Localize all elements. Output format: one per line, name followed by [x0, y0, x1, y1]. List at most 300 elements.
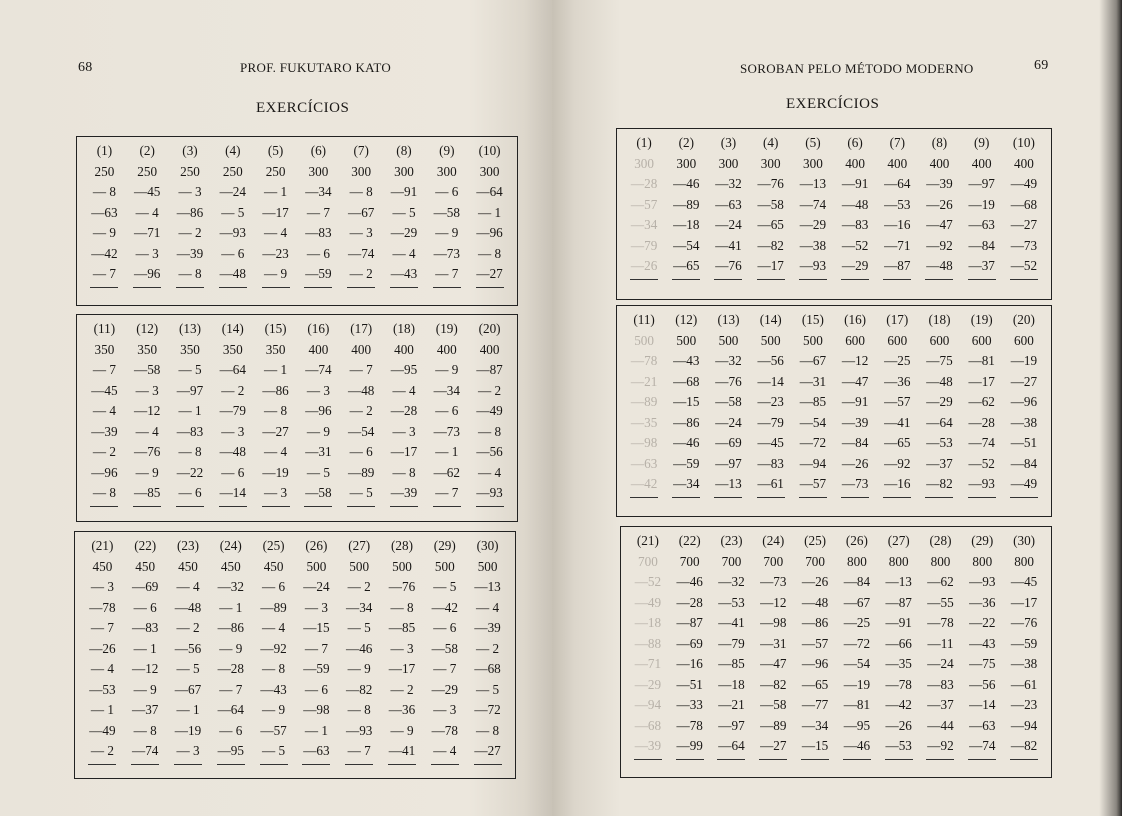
exercise-column — [792, 310, 834, 498]
exercise-column — [794, 531, 836, 760]
subtraction-term: —74 — [132, 743, 159, 758]
exercise-column — [423, 536, 466, 765]
subtraction-term: —91 — [841, 394, 869, 409]
starting-value: 400 — [971, 155, 992, 171]
subtraction-term: —13 — [474, 579, 501, 594]
subtraction-term: —67 — [348, 204, 375, 220]
subtraction-term: —43 — [390, 266, 418, 281]
subtraction-term: — 1 — [90, 702, 114, 717]
exercise-number: (11) — [93, 321, 116, 336]
subtraction-term: —64 — [884, 176, 911, 191]
subtraction-term: —73 — [760, 574, 787, 589]
answer-line — [885, 759, 913, 760]
subtraction-term: —75 — [926, 353, 953, 368]
subtraction-term: —78 — [431, 722, 458, 738]
subtraction-term: —52 — [841, 237, 869, 253]
exercise-number: (16) — [307, 321, 330, 336]
subtraction-term: —41 — [718, 615, 745, 630]
subtraction-term: —49 — [89, 722, 116, 738]
subtraction-term: — 4 — [176, 579, 200, 594]
subtraction-term: — 3 — [433, 702, 457, 717]
subtraction-term: —39 — [474, 620, 501, 635]
subtraction-term: —18 — [718, 676, 745, 692]
exercise-number: (7) — [889, 135, 905, 150]
answer-line — [801, 759, 829, 760]
subtraction-term: —79 — [630, 237, 658, 253]
subtraction-term: — 4 — [135, 204, 159, 220]
subtraction-term: —13 — [799, 176, 827, 191]
subtraction-term: —54 — [673, 237, 700, 253]
starting-value: 300 — [803, 155, 823, 171]
subtraction-term: —26 — [801, 574, 829, 589]
subtraction-term: — 4 — [90, 661, 114, 676]
subtraction-term: — 2 — [478, 382, 502, 398]
subtraction-term: —53 — [885, 738, 912, 753]
starting-value: 600 — [971, 332, 992, 348]
subtraction-term: —45 — [757, 435, 784, 450]
exercise-number: (21) — [636, 533, 659, 548]
exercise-column — [876, 310, 918, 498]
subtraction-term: —27 — [1010, 217, 1038, 232]
starting-value: 700 — [638, 553, 658, 569]
exercise-column — [920, 531, 962, 760]
subtraction-term: —14 — [219, 485, 246, 500]
subtraction-term: —67 — [799, 353, 827, 368]
exercise-column — [834, 310, 876, 498]
subtraction-term: — 3 — [349, 225, 373, 240]
exercise-column — [878, 531, 920, 760]
subtraction-term: —89 — [673, 196, 700, 212]
subtraction-term: —18 — [673, 217, 700, 232]
exercise-number: (14) — [221, 321, 244, 336]
starting-value: 350 — [137, 341, 158, 357]
subtraction-term: —53 — [89, 681, 116, 697]
answer-line — [925, 279, 953, 280]
subtraction-term: —76 — [388, 579, 416, 594]
subtraction-term: —12 — [134, 403, 161, 418]
subtraction-term: —34 — [433, 382, 460, 398]
exercise-number: (29) — [971, 533, 994, 548]
answer-line — [1010, 759, 1038, 760]
subtraction-term: — 6 — [349, 444, 373, 459]
subtraction-term: — 8 — [92, 485, 116, 500]
subtraction-term: —92 — [260, 640, 287, 656]
subtraction-term: —89 — [760, 717, 787, 733]
subtraction-term: —45 — [134, 184, 161, 199]
subtraction-term: —39 — [176, 245, 204, 261]
subtraction-term: —27 — [1010, 373, 1038, 389]
subtraction-term: —96 — [91, 464, 118, 480]
subtraction-term: —26 — [926, 196, 953, 212]
subtraction-term: —56 — [757, 353, 784, 368]
starting-value: 400 — [351, 341, 372, 357]
exercise-number: (1) — [636, 135, 652, 150]
answer-line — [476, 287, 504, 288]
subtraction-term: —86 — [801, 615, 829, 630]
starting-value: 400 — [887, 155, 908, 171]
subtraction-term: — 9 — [390, 722, 414, 738]
subtraction-term: — 4 — [264, 225, 288, 240]
subtraction-term: —95 — [217, 743, 244, 758]
exercise-block — [74, 531, 516, 779]
subtraction-term: —75 — [969, 656, 996, 671]
exercise-number: (13) — [717, 312, 740, 327]
answer-line — [304, 506, 332, 507]
answer-line — [133, 287, 161, 288]
subtraction-term: —43 — [969, 635, 996, 651]
subtraction-term: —33 — [676, 697, 703, 712]
subtraction-term: —89 — [260, 599, 287, 615]
subtraction-term: — 1 — [264, 362, 288, 377]
subtraction-term: —67 — [174, 681, 202, 697]
subtraction-term: — 7 — [435, 266, 459, 281]
exercise-column — [1003, 133, 1045, 280]
subtraction-term: —65 — [801, 676, 829, 692]
exercise-column — [750, 310, 792, 498]
subtraction-term: — 5 — [349, 485, 373, 500]
page-number: 68 — [78, 60, 93, 75]
subtraction-term: — 9 — [219, 640, 243, 656]
subtraction-term: —86 — [262, 382, 289, 398]
subtraction-term: —57 — [799, 476, 827, 491]
subtraction-term: — 3 — [178, 184, 202, 199]
answer-line — [431, 764, 459, 765]
subtraction-term: —58 — [305, 485, 332, 500]
exercise-number: (5) — [267, 143, 284, 158]
subtraction-term: —37 — [927, 697, 954, 712]
subtraction-term: —19 — [968, 196, 995, 212]
subtraction-term: —47 — [760, 656, 787, 671]
subtraction-term: —48 — [174, 599, 202, 615]
subtraction-term: —58 — [715, 394, 742, 409]
subtraction-term: —12 — [132, 661, 159, 676]
subtraction-term: — 6 — [219, 722, 243, 738]
subtraction-term: — 5 — [476, 681, 500, 697]
starting-value: 600 — [845, 332, 865, 348]
subtraction-term: —69 — [132, 579, 159, 594]
subtraction-term: —83 — [305, 225, 332, 240]
answer-line — [219, 506, 247, 507]
subtraction-term: — 8 — [264, 403, 288, 418]
subtraction-term: — 3 — [390, 640, 414, 656]
subtraction-term: — 2 — [90, 743, 114, 758]
exercise-column — [381, 536, 424, 765]
subtraction-term: —72 — [474, 702, 501, 717]
subtraction-term: —32 — [715, 353, 742, 368]
answer-line — [388, 764, 416, 765]
exercise-column — [466, 536, 509, 765]
subtraction-term: —61 — [757, 476, 784, 491]
subtraction-term: —46 — [346, 640, 373, 656]
subtraction-term: —23 — [757, 394, 784, 409]
subtraction-term: —16 — [884, 476, 911, 491]
subtraction-term: —26 — [630, 258, 658, 273]
subtraction-term: —93 — [969, 574, 996, 589]
subtraction-term: —17 — [968, 373, 995, 389]
subtraction-term: —45 — [91, 382, 118, 398]
subtraction-term: —88 — [634, 635, 662, 651]
subtraction-term: —12 — [841, 353, 869, 368]
subtraction-term: —32 — [718, 574, 745, 589]
exercise-column — [1003, 310, 1045, 498]
subtraction-term: — 3 — [392, 423, 416, 439]
answer-line — [304, 287, 332, 288]
starting-value: 250 — [265, 163, 286, 179]
subtraction-term: —82 — [757, 237, 784, 253]
answer-line — [883, 279, 911, 280]
subtraction-term: — 5 — [178, 362, 202, 377]
subtraction-term: —87 — [476, 362, 503, 377]
subtraction-term: —34 — [346, 599, 373, 615]
subtraction-term: — 1 — [435, 444, 459, 459]
exercise-column — [340, 141, 383, 288]
subtraction-term: —72 — [799, 435, 827, 450]
subtraction-term: —67 — [843, 594, 871, 610]
subtraction-term: — 3 — [90, 579, 114, 594]
subtraction-term: —29 — [390, 225, 418, 240]
subtraction-term: —42 — [91, 245, 118, 261]
subtraction-term: —46 — [843, 738, 871, 753]
subtraction-term: — 4 — [135, 423, 159, 439]
exercise-number: (15) — [264, 321, 287, 336]
subtraction-term: —59 — [673, 455, 700, 471]
answer-line — [219, 287, 247, 288]
subtraction-term: —48 — [926, 373, 953, 389]
exercise-column — [468, 141, 511, 288]
subtraction-term: — 7 — [433, 661, 457, 676]
subtraction-term: —74 — [305, 362, 332, 377]
subtraction-term: —76 — [715, 258, 742, 273]
subtraction-term: —48 — [801, 594, 829, 610]
subtraction-term: —28 — [390, 403, 418, 418]
subtraction-term: —93 — [968, 476, 995, 491]
subtraction-term: —68 — [673, 373, 700, 389]
answer-line — [90, 287, 118, 288]
exercise-number: (15) — [801, 312, 824, 327]
subtraction-term: —59 — [1010, 635, 1038, 651]
starting-value: 600 — [1014, 332, 1034, 348]
exercise-column — [1003, 531, 1045, 760]
starting-value: 500 — [634, 332, 654, 348]
subtraction-term: —54 — [799, 414, 827, 430]
subtraction-term: — 6 — [178, 485, 202, 500]
exercise-number: (29) — [433, 538, 456, 553]
starting-value: 350 — [222, 341, 243, 357]
subtraction-term: — 5 — [433, 579, 457, 594]
exercise-number: (5) — [805, 135, 821, 150]
subtraction-term: —57 — [260, 722, 287, 738]
subtraction-term: —98 — [760, 615, 787, 630]
subtraction-term: —82 — [346, 681, 373, 697]
subtraction-term: —74 — [348, 245, 375, 261]
subtraction-term: —26 — [841, 455, 869, 471]
exercise-column — [627, 531, 669, 760]
subtraction-term: —48 — [841, 196, 869, 212]
starting-value: 700 — [721, 553, 742, 569]
subtraction-term: —86 — [176, 204, 204, 220]
answer-line — [474, 764, 502, 765]
subtraction-term: —84 — [1010, 455, 1038, 471]
starting-value: 800 — [930, 553, 951, 569]
subtraction-term: —76 — [134, 444, 161, 459]
subtraction-term: —76 — [757, 176, 784, 191]
exercise-column — [468, 319, 511, 507]
answer-line — [757, 497, 785, 498]
exercise-number: (26) — [305, 538, 328, 553]
answer-line — [799, 279, 827, 280]
subtraction-term: — 3 — [135, 245, 159, 261]
subtraction-term: —92 — [884, 455, 911, 471]
subtraction-term: —22 — [176, 464, 204, 480]
subtraction-term: —81 — [968, 353, 995, 368]
subtraction-term: —13 — [715, 476, 742, 491]
starting-value: 400 — [436, 341, 457, 357]
starting-value: 300 — [394, 163, 414, 179]
starting-value: 450 — [92, 558, 113, 574]
answer-line — [345, 764, 373, 765]
subtraction-term: —91 — [885, 615, 912, 630]
subtraction-term: —38 — [1010, 414, 1038, 430]
answer-line — [841, 497, 869, 498]
subtraction-term: — 8 — [390, 599, 414, 615]
subtraction-term: —28 — [968, 414, 995, 430]
subtraction-term: —86 — [217, 620, 244, 635]
subtraction-term: —42 — [630, 476, 658, 491]
exercise-column — [211, 319, 254, 507]
exercise-column — [750, 133, 792, 280]
exercise-column — [425, 141, 468, 288]
starting-value: 300 — [436, 163, 457, 179]
subtraction-term: —98 — [630, 435, 658, 450]
exercise-column — [83, 141, 126, 288]
exercise-number: (21) — [91, 538, 114, 553]
exercise-number: (4) — [763, 135, 779, 150]
exercise-column — [425, 319, 468, 507]
subtraction-term: —29 — [431, 681, 458, 697]
exercise-number: (10) — [478, 143, 501, 158]
exercise-number: (3) — [720, 135, 737, 150]
subtraction-term: —84 — [843, 574, 871, 589]
subtraction-term: —94 — [634, 697, 662, 712]
starting-value: 450 — [220, 558, 241, 574]
starting-value: 400 — [929, 155, 950, 171]
subtraction-term: —82 — [1010, 738, 1038, 753]
subtraction-term: —97 — [968, 176, 995, 191]
subtraction-term: —52 — [1010, 258, 1038, 273]
subtraction-term: —83 — [757, 455, 784, 471]
exercise-column — [254, 319, 297, 507]
subtraction-term: — 3 — [264, 485, 288, 500]
subtraction-term: —56 — [174, 640, 202, 656]
starting-value: 450 — [178, 558, 198, 574]
answer-line — [347, 506, 375, 507]
exercise-column — [752, 531, 794, 760]
subtraction-term: — 8 — [262, 661, 286, 676]
subtraction-term: — 2 — [176, 620, 200, 635]
subtraction-term: —66 — [885, 635, 912, 651]
subtraction-term: — 8 — [349, 184, 373, 199]
subtraction-term: —28 — [676, 594, 703, 610]
exercise-column — [252, 536, 295, 765]
exercise-number: (19) — [970, 312, 993, 327]
subtraction-term: — 1 — [264, 184, 288, 199]
subtraction-term: —99 — [676, 738, 703, 753]
subtraction-term: —17 — [388, 661, 416, 676]
subtraction-term: —31 — [305, 444, 332, 459]
subtraction-term: — 7 — [347, 743, 371, 758]
subtraction-term: —58 — [431, 640, 458, 656]
answer-line — [260, 764, 288, 765]
subtraction-term: — 2 — [221, 382, 245, 398]
subtraction-term: —96 — [801, 656, 829, 671]
subtraction-term: —27 — [262, 423, 289, 439]
subtraction-term: —47 — [926, 217, 953, 232]
subtraction-term: —93 — [219, 225, 246, 240]
subtraction-term: —78 — [676, 717, 703, 733]
starting-value: 300 — [634, 155, 654, 171]
subtraction-term: —57 — [801, 635, 829, 651]
subtraction-term: —14 — [969, 697, 996, 712]
starting-value: 500 — [434, 558, 455, 574]
subtraction-term: —97 — [718, 717, 745, 733]
exercise-block — [76, 136, 518, 306]
subtraction-term: — 6 — [435, 403, 459, 418]
exercise-column — [665, 133, 707, 280]
subtraction-term: —57 — [630, 196, 658, 212]
subtraction-term: — 6 — [133, 599, 157, 615]
exercise-number: (9) — [974, 135, 990, 150]
exercise-column — [211, 141, 254, 288]
answer-line — [925, 497, 953, 498]
exercise-column — [81, 536, 124, 765]
subtraction-term: —81 — [843, 697, 871, 712]
subtraction-term: —65 — [757, 217, 784, 232]
exercise-number: (28) — [929, 533, 952, 548]
section-heading: EXERCÍCIOS — [786, 96, 880, 112]
exercise-number: (8) — [931, 135, 948, 150]
answer-line — [883, 497, 911, 498]
starting-value: 300 — [760, 155, 781, 171]
subtraction-term: — 5 — [392, 204, 416, 220]
subtraction-term: —64 — [926, 414, 953, 430]
subtraction-term: —27 — [476, 266, 503, 281]
exercise-column — [836, 531, 878, 760]
subtraction-term: — 5 — [262, 743, 286, 758]
exercise-number: (22) — [134, 538, 157, 553]
subtraction-term: —38 — [1010, 656, 1038, 671]
subtraction-term: —71 — [634, 656, 662, 671]
subtraction-term: — 7 — [92, 266, 116, 281]
subtraction-term: —26 — [89, 640, 116, 656]
subtraction-term: —24 — [927, 656, 954, 671]
starting-value: 300 — [718, 155, 739, 171]
subtraction-term: —11 — [927, 635, 954, 651]
subtraction-term: — 8 — [178, 444, 202, 459]
subtraction-term: —29 — [926, 394, 953, 409]
subtraction-term: —78 — [885, 676, 912, 692]
subtraction-term: —82 — [926, 476, 953, 491]
subtraction-term: — 6 — [221, 245, 245, 261]
subtraction-term: — 8 — [92, 184, 116, 199]
subtraction-term: —58 — [134, 362, 161, 377]
subtraction-term: — 1 — [478, 204, 502, 220]
subtraction-term: —72 — [843, 635, 871, 651]
starting-value: 600 — [929, 332, 950, 348]
answer-line — [672, 497, 700, 498]
subtraction-term: —47 — [841, 373, 869, 389]
exercise-number: (6) — [310, 143, 327, 158]
subtraction-term: — 7 — [90, 620, 114, 635]
